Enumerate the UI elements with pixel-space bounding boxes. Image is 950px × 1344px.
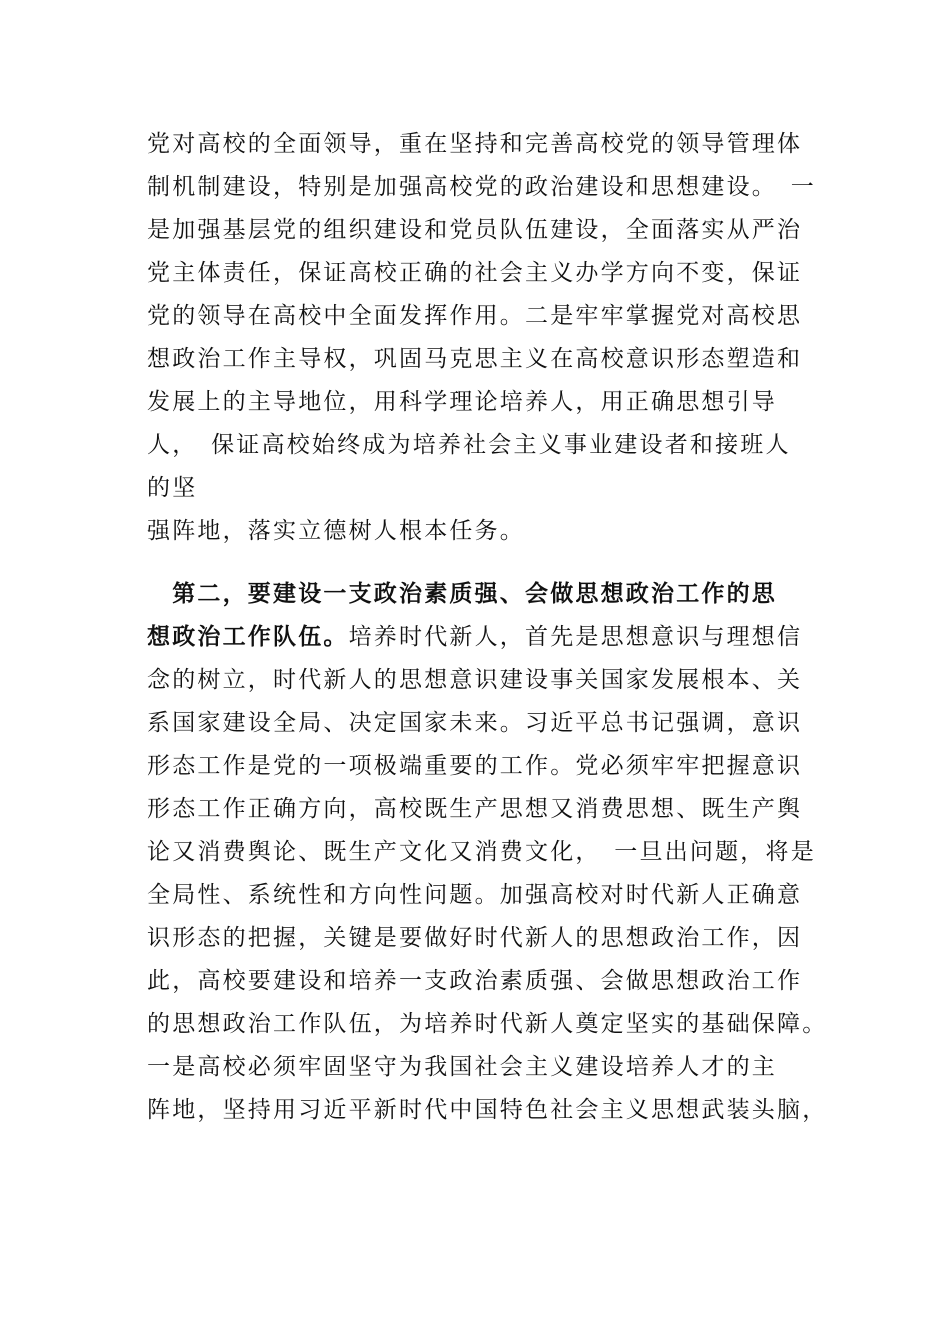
paragraph2-line: 识形态的把握，关键是要做好时代新人的思想政治工作，因 (147, 925, 803, 951)
paragraph2-line: 此，高校要建设和培养一支政治素质强、会做思想政治工作 (147, 968, 803, 994)
paragraph2-line: 系国家建设全局、决定国家未来。习近平总书记强调，意识 (147, 710, 803, 736)
paragraph1-line: 是加强基层党的组织建设和党员队伍建设，全面落实从严治 (147, 217, 803, 243)
paragraph2-line: 阵地，坚持用习近平新时代中国特色社会主义思想武装头脑， (147, 1097, 828, 1123)
paragraph2-line: 形态工作是党的一项极端重要的工作。党必须牢牢把握意识 (147, 753, 803, 779)
paragraph1-line: 党的领导在高校中全面发挥作用。二是牢牢掌握党对高校思 (147, 303, 803, 329)
paragraph2-line: 形态工作正确方向，高校既生产思想又消费思想、既生产舆 (147, 796, 803, 822)
section-heading-line (147, 617, 802, 657)
section-heading-rest: 培养时代新人，首先是思想意识与理想信 (348, 624, 803, 650)
paragraph1-line: 发展上的主导地位，用科学理论培养人，用正确思想引导 (147, 389, 777, 415)
paragraph1-line: 党对高校的全面领导，重在坚持和完善高校党的领导管理体 (147, 131, 803, 157)
paragraph1-line: 强阵地，落实立德树人根本任务。 (147, 518, 525, 544)
paragraph1-line: 想政治工作主导权，巩固马克思主义在高校意识形态塑造和 (147, 346, 803, 372)
paragraph2-line: 全局性、系统性和方向性问题。加强高校对时代新人正确意 (147, 882, 803, 908)
paragraph1-line: 人， 保证高校始终成为培养社会主义事业建设者和接班人 (147, 432, 791, 458)
paragraph2-line: 论又消费舆论、既生产文化又消费文化， 一旦出问题，将是 (147, 839, 816, 865)
section-heading-bold: 想政治工作队伍。 (147, 623, 349, 650)
paragraph1-line: 的坚 (147, 475, 198, 501)
paragraph1-line: 制机制建设，特别是加强高校党的政治建设和思想建设。 一 (147, 174, 816, 200)
section-heading-line: 第二，要建设一支政治素质强、会做思想政治工作的思 (147, 580, 777, 607)
paragraph2-line: 一是高校必须牢固坚守为我国社会主义建设培养人才的主 (147, 1054, 777, 1080)
paragraph2-line: 念的树立，时代新人的思想意识建设事关国家发展根本、关 (147, 667, 803, 693)
paragraph2-line: 的思想政治工作队伍，为培养时代新人奠定坚实的基础保障。 (147, 1011, 828, 1037)
paragraph1-line: 党主体责任，保证高校正确的社会主义办学方向不变，保证 (147, 260, 803, 286)
